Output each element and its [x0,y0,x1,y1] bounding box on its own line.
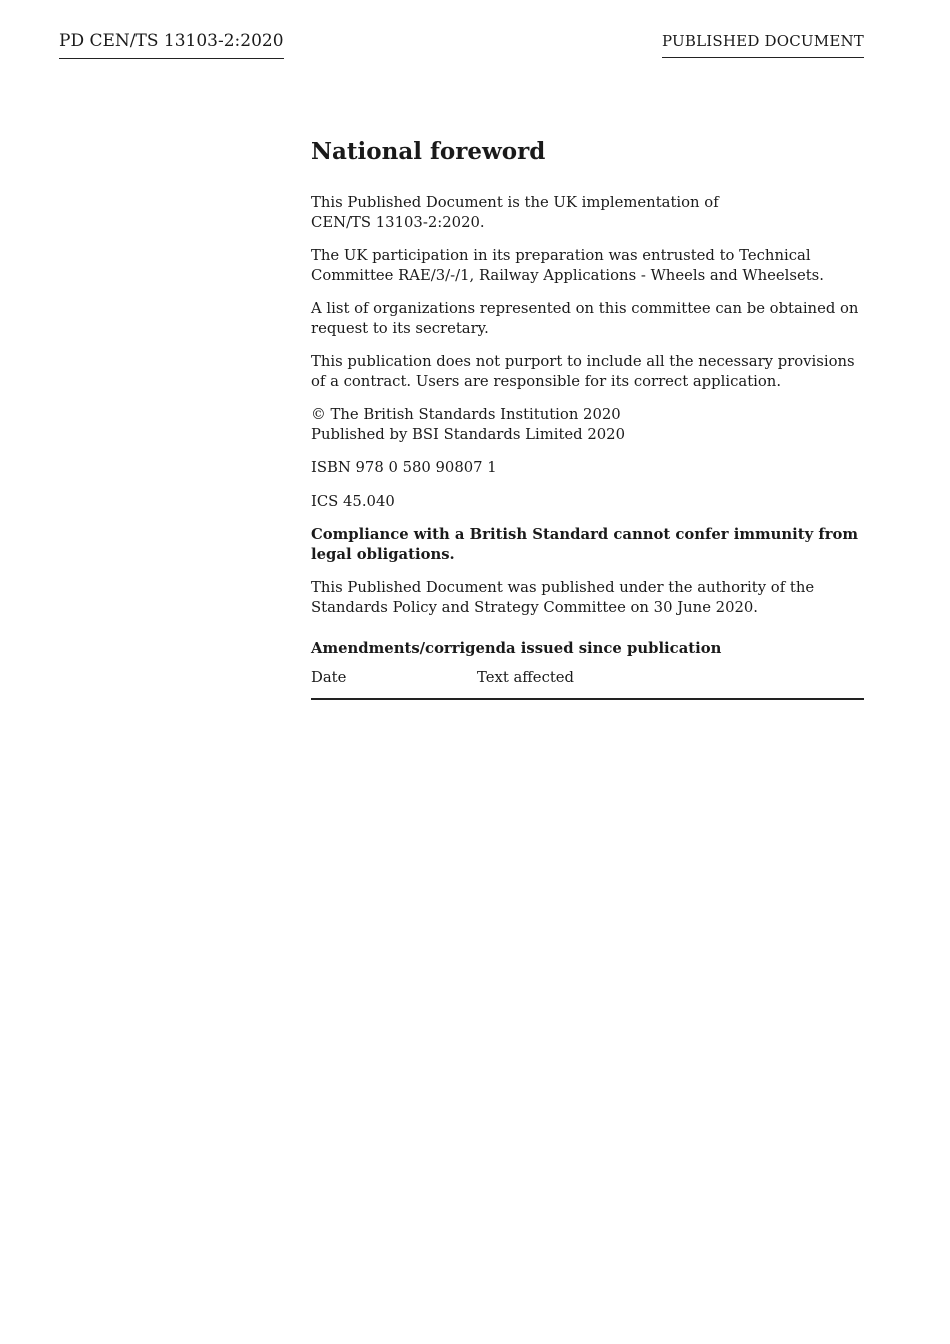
ics-paragraph [311,492,864,512]
column-header-text-affected: Text affected [477,669,575,686]
text-line: Standards Policy and Strategy Committee on 30 June 2020. [311,598,759,616]
compliance-paragraph [311,525,864,564]
copyright-paragraph [311,405,864,444]
column-header-date: Date [311,669,347,686]
provisions-paragraph [311,352,864,391]
text-line: request to its secretary. [311,319,489,337]
document-type: PUBLISHED DOCUMENT [662,30,864,58]
committee-paragraph [311,246,864,285]
text-line: This Published Document is the UK implementation of [311,194,719,211]
text-line: CEN/TS 13103-2:2020. [311,213,485,231]
text-line: legal obligations. [311,545,455,563]
authority-paragraph [311,578,864,617]
implementation-paragraph [311,193,864,232]
text-line: This Published Document was published under the authority of the [311,579,815,596]
page-title: National foreword [311,138,546,165]
text-line: A list of organizations represented on this committee can be obtained on [311,300,859,317]
text-line: This publication does not purport to include all the necessary provisions [311,353,855,370]
national-foreword-section [311,136,864,700]
document-id: PD CEN/TS 13103-2:2020 [59,29,284,59]
organizations-paragraph [311,299,864,338]
amendments-table [311,668,864,700]
isbn-paragraph [311,458,864,478]
text-line: The UK participation in its preparation was entrusted to Technical [311,247,811,264]
text-line: ISBN 978 0 580 90807 1 [311,459,497,476]
text-line: of a contract. Users are responsible for its correct application. [311,372,782,390]
text-line: © The British Standards Institution 2020 [311,406,621,423]
text-line: Published by BSI Standards Limited 2020 [311,425,626,443]
amendments-heading: Amendments/corrigenda issued since publication [311,640,722,657]
text-line: Compliance with a British Standard cannot confer immunity from [311,526,859,543]
text-line: ICS 45.040 [311,492,395,510]
text-line: Committee RAE/3/-/1, Railway Applications - Wheels and Wheelsets. [311,266,824,284]
